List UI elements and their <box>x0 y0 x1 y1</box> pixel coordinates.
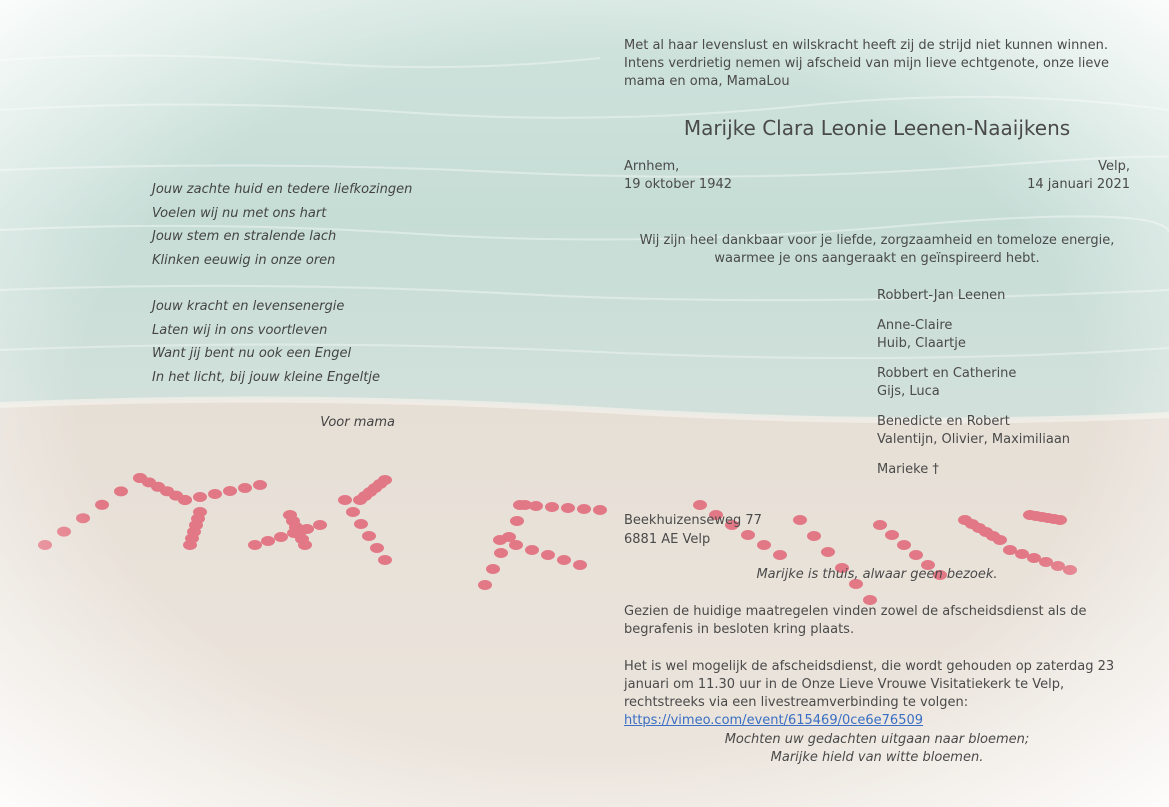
family-member: Benedicte en Robert <box>877 414 1010 429</box>
family-member: Gijs, Luca <box>877 384 940 399</box>
gratitude-text <box>624 232 1130 268</box>
poem-line: Jouw zachte huid en tedere liefkozingen <box>152 182 413 197</box>
family-member: Huib, Claartje <box>877 336 966 351</box>
family-group <box>877 413 1127 449</box>
intro-text: Met al haar levenslust en wilskracht heeft zij de strijd niet kunnen winnen. Intens verdrietig nemen wij afscheid van mijn lieve echtgenote, onze lieve mama en oma, MamaLou <box>624 38 1110 89</box>
flowers-line: Mochten uw gedachten uitgaan naar bloemen; <box>724 732 1030 747</box>
family-member: Robbert en Catherine <box>877 366 1017 381</box>
livestream-description: Het is wel mogelijk de afscheidsdienst, die wordt gehouden op zaterdag 23 januari om 11.30 uur in de Onze Lieve Vrouwe Visitatiekerk te Velp, rechtstreeks via een livestreamverbinding te volgen: <box>624 659 1115 710</box>
poem-line: Klinken eeuwig in onze oren <box>152 252 336 268</box>
flowers-line: Marijke hield van witte bloemen. <box>770 750 984 765</box>
livestream-link[interactable]: https://vimeo.com/event/615469/0ce6e76509 <box>624 713 924 728</box>
family-member: Marieke † <box>877 462 939 477</box>
poem-line: Voelen wij nu met ons hart <box>152 205 327 221</box>
family-group <box>877 287 1127 305</box>
family-member: Robbert-Jan Leenen <box>877 288 1006 303</box>
deceased-name: Marijke Clara Leonie Leenen-Naaijkens <box>683 116 1071 140</box>
family-group <box>877 461 1127 479</box>
poem-line: Laten wij in ons voortleven <box>152 322 328 338</box>
address-street: Beekhuizenseweg 77 <box>624 513 762 528</box>
correspondence-address <box>624 511 844 549</box>
visit-note: Marijke is thuis, alwaar geen bezoek. <box>756 567 998 582</box>
flowers-note <box>624 731 1130 767</box>
family-member: Anne-Claire <box>877 318 953 333</box>
family-group <box>877 365 1127 401</box>
poem-signature: Voor mama <box>320 415 395 430</box>
poem-line: Jouw stem en stralende lach <box>152 229 337 244</box>
birth-place: Arnhem, <box>624 159 680 174</box>
family-member: Valentijn, Olivier, Maximiliaan <box>877 432 1071 447</box>
livestream-text <box>624 658 1134 730</box>
poem-line: Want jij bent nu ook een Engel <box>152 346 352 361</box>
measures-text: Gezien de huidige maatregelen vinden zowel de afscheidsdienst als de begrafenis in besloten kring plaats. <box>624 604 1087 637</box>
poem-line: Jouw kracht en levensenergie <box>152 299 345 314</box>
poem-line: In het licht, bij jouw kleine Engeltje <box>152 369 380 385</box>
family-group <box>877 317 1127 353</box>
address-city: 6881 AE Velp <box>624 532 711 547</box>
death-info <box>930 158 1130 194</box>
birth-date: 19 oktober 1942 <box>624 177 733 192</box>
gratitude-line: waarmee je ons aangeraakt en geïnspireerd hebt. <box>714 251 1040 266</box>
death-place: Velp, <box>1098 159 1130 174</box>
family-list <box>877 287 1127 491</box>
gratitude-line: Wij zijn heel dankbaar voor je liefde, zorgzaamheid en tomeloze energie, <box>639 233 1115 248</box>
memorial-poem <box>152 178 413 389</box>
death-date: 14 januari 2021 <box>1027 177 1130 192</box>
birth-info <box>624 158 824 194</box>
